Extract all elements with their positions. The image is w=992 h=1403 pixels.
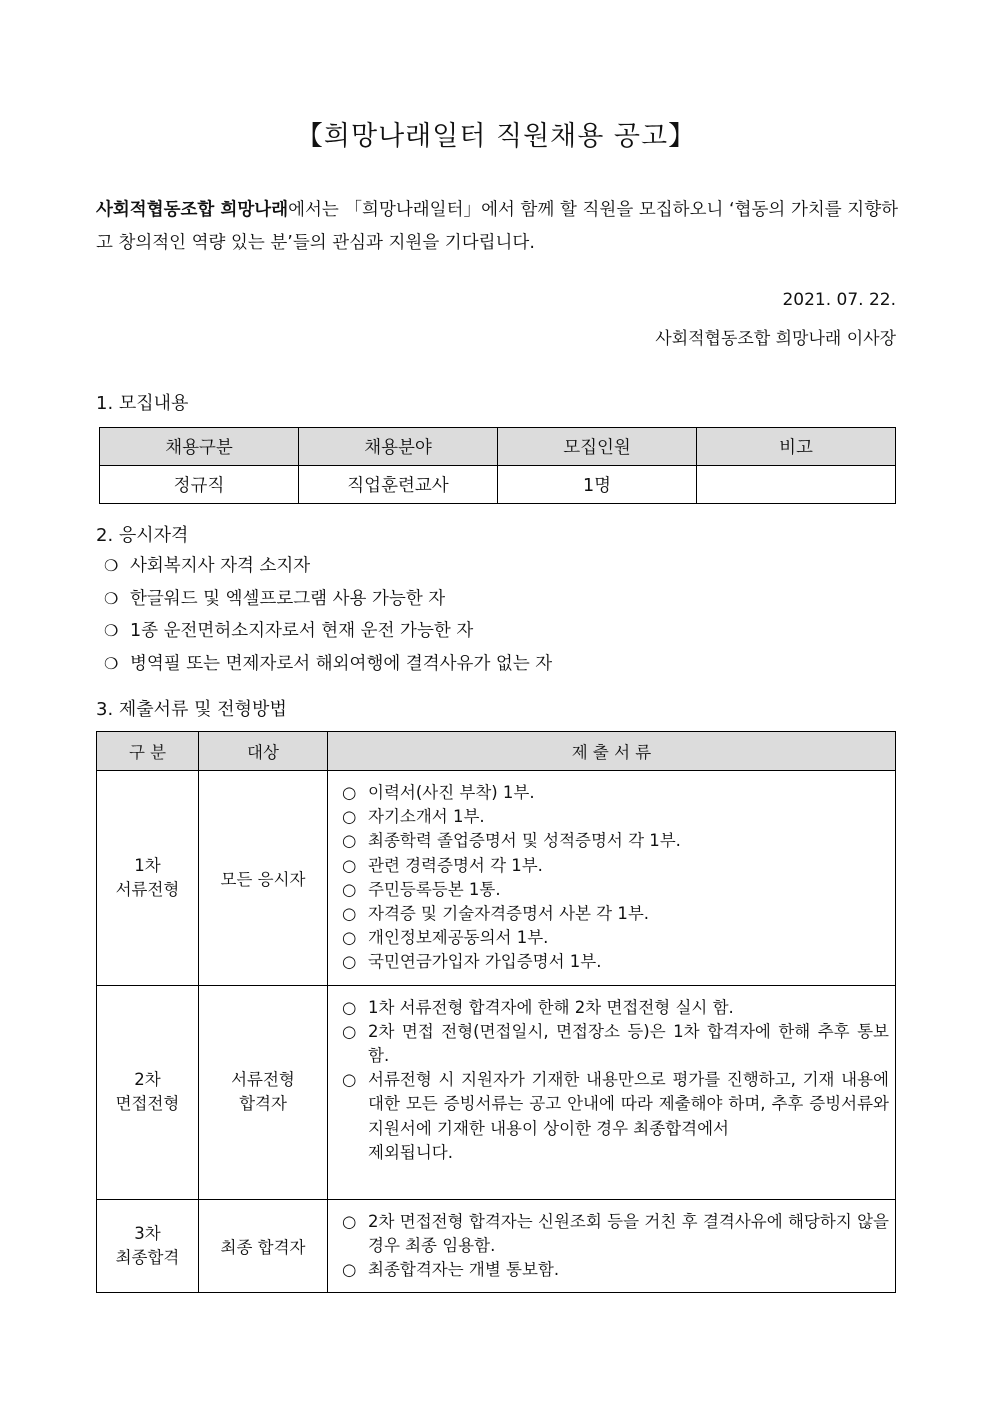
header-remarks: 비고 (697, 428, 896, 466)
section-heading-qualifications: 2. 응시자격 (96, 525, 189, 546)
documents-cell: ○ 이력서(사진 부착) 1부. ○ 자기소개서 1부. ○ 최종학력 졸업증명서 및 성적증명서 각 1부. ○ 관련 경력증명서 각 1부. ○ 주민등록등본 1통. ○ 자격증 및 기술자격증명서 사본 각 1부. ○ 개인정보제공동의서 1부. ○ 국민연금가입자 가입증명서 1부. (328, 771, 896, 986)
cell-field: 직업훈련교사 (299, 466, 498, 504)
table-row (97, 985, 896, 1199)
list-item: ❍ 병역필 또는 면제자로서 해외여행에 결격사유가 없는 자 (104, 650, 552, 683)
stage-cell: 1차 서류전형 (97, 771, 199, 986)
header-field: 채용분야 (299, 428, 498, 466)
page-title: 【희망나래일터 직원채용 공고】 (295, 121, 697, 152)
circle-bullet-icon: ○ (342, 1021, 357, 1041)
documents-table (96, 731, 896, 1293)
header-employment-type: 채용구분 (100, 428, 299, 466)
circle-bullet-icon: ○ (342, 904, 357, 924)
cell-headcount: 1명 (498, 466, 697, 504)
section-heading-recruitment: 1. 모집내용 (96, 393, 189, 414)
documents-cell: ○ 2차 면접전형 합격자는 신원조회 등을 거친 후 결격사유에 해당하지 않을 경우 최종 임용함. ○ 최종합격자는 개별 통보함. (328, 1199, 896, 1293)
table-row (97, 1199, 896, 1293)
circle-bullet-icon: ○ (342, 783, 357, 802)
circle-bullet-icon: ❍ (104, 621, 119, 640)
circle-bullet-icon: ○ (342, 952, 357, 972)
circle-bullet-icon: ○ (342, 997, 357, 1017)
table-row (100, 466, 896, 504)
header-target: 대상 (199, 732, 328, 771)
documents-cell: ○ 1차 서류전형 합격자에 한해 2차 면접전형 실시 함. ○ 2차 면접 전형(면접일시, 면접장소 등)은 1차 합격자에 한해 추후 통보함. ○ 서류전형 시 지원자가 기재한 내용만으로 평가를 진행하고, 기재 내용에 대한 모든 증빙서류는 공고 안내에 따라 제출해야 하며, 추후 증빙서류와 지원서에 기재한 내용이 상이한 경우 최종합격에서 제외됩니다. (328, 985, 896, 1199)
target-cell: 모든 응시자 (199, 771, 328, 986)
circle-bullet-icon: ○ (342, 831, 357, 851)
header-headcount: 모집인원 (498, 428, 697, 466)
circle-bullet-icon: ○ (342, 1260, 357, 1280)
circle-bullet-icon: ○ (342, 879, 357, 899)
cell-remarks (697, 466, 896, 504)
issuer: 사회적협동조합 희망나래 이사장 (655, 329, 896, 349)
announcement-date: 2021. 07. 22. (782, 290, 896, 310)
target-cell: 서류전형 합격자 (199, 985, 328, 1199)
circle-bullet-icon: ○ (342, 1070, 357, 1090)
qualification-list (104, 552, 552, 682)
circle-bullet-icon: ○ (342, 1211, 357, 1231)
table-row (97, 771, 896, 986)
circle-bullet-icon: ❍ (104, 556, 119, 575)
circle-bullet-icon: ○ (342, 855, 357, 875)
list-item: ❍ 1종 운전면허소지자로서 현재 운전 가능한 자 (104, 617, 552, 650)
org-name: 사회적협동조합 희망나래 (96, 200, 289, 220)
target-cell: 최종 합격자 (199, 1199, 328, 1293)
section-heading-documents: 3. 제출서류 및 전형방법 (96, 699, 287, 720)
circle-bullet-icon: ○ (342, 928, 357, 948)
intro-paragraph (96, 194, 898, 260)
table-header-row (100, 428, 896, 466)
list-item: ❍ 한글워드 및 엑셀프로그램 사용 가능한 자 (104, 585, 552, 618)
intro-text: 에서는 「희망나래일터」에서 함께 할 직원을 모집하오니 ‘협동의 가치를 지향하고 창의적인 역량 있는 분’들의 관심과 지원을 기다립니다. (96, 200, 899, 253)
header-documents: 제 출 서 류 (328, 732, 896, 771)
circle-bullet-icon: ○ (342, 807, 357, 827)
stage-cell: 3차 최종합격 (97, 1199, 199, 1293)
list-item: ❍ 사회복지사 자격 소지자 (104, 552, 552, 585)
circle-bullet-icon: ❍ (104, 653, 119, 673)
recruitment-table (99, 427, 896, 504)
cell-employment-type: 정규직 (100, 466, 299, 504)
table-header-row (97, 732, 896, 771)
circle-bullet-icon: ❍ (104, 588, 119, 608)
stage-cell: 2차 면접전형 (97, 985, 199, 1199)
header-stage: 구 분 (97, 732, 199, 771)
